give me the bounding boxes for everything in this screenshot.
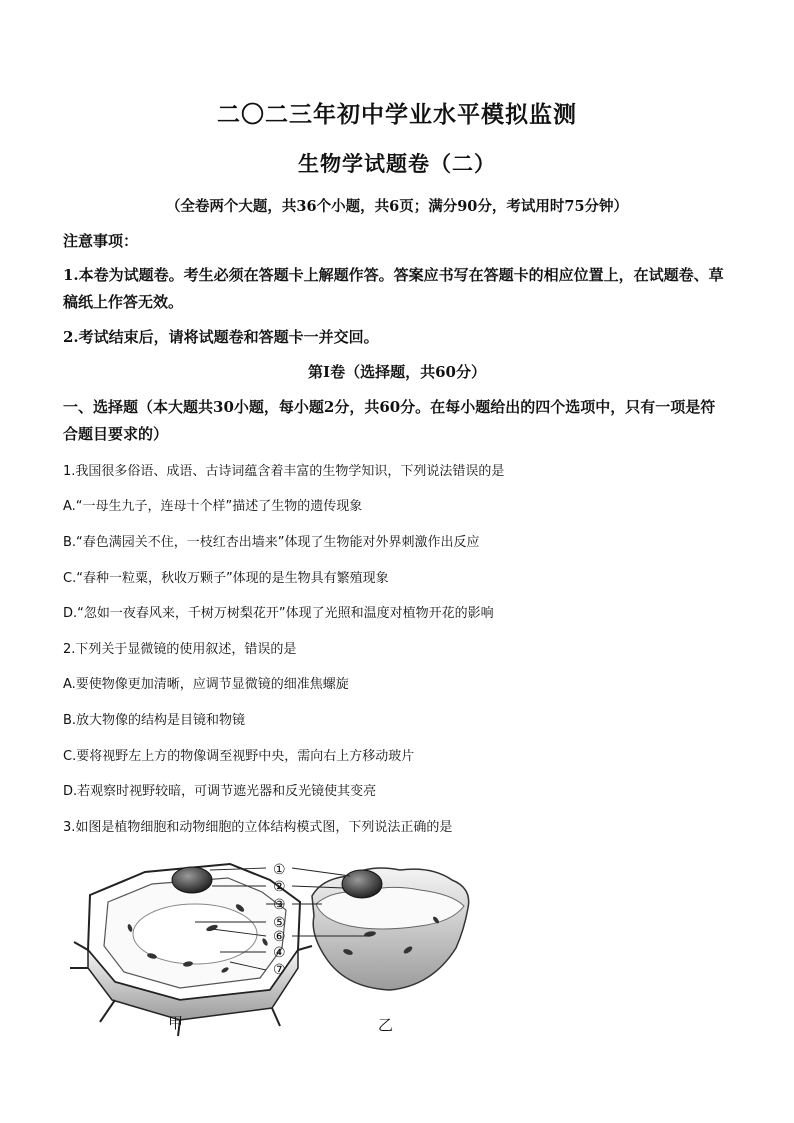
question-2-option-c: C.要将视野左上方的物像调至视野中央，需向右上方移动玻片 [63,749,415,764]
note-item-2: 2.考试结束后，请将试题卷和答题卡一并交回。 [63,328,379,346]
caption-animal-cell: 乙 [378,1016,394,1034]
label-7: ⑦ [273,962,286,978]
label-5: ⑤ [273,915,286,931]
exam-title: 二〇二三年初中学业水平模拟监测 [217,101,577,128]
label-3: ③ [273,897,286,913]
label-2: ② [273,879,286,895]
exam-subtitle: 生物学试题卷（二） [298,151,496,176]
figure-label-texts [273,862,286,978]
question-1-stem: 1.我国很多俗语、成语、古诗词蕴含着丰富的生物学知识，下列说法错误的是 [63,464,505,479]
part1-instructions: 一、选择题（本大题共30小题，每小题2分，共60分。在每小题给出的四个选项中，只有一项是符合题目要求的） [63,398,716,443]
part1-title: 第Ⅰ卷（选择题，共60分） [308,363,486,381]
cell-structure-figure [60,850,500,1040]
question-2-stem: 2.下列关于显微镜的使用叙述，错误的是 [63,642,297,657]
question-1-option-b: B.“春色满园关不住，一枝红杏出墙来”体现了生物能对外界刺激作出反应 [63,535,480,550]
question-3-stem: 3.如图是植物细胞和动物细胞的立体结构模式图，下列说法正确的是 [63,820,453,835]
notes-heading: 注意事项： [63,232,139,250]
question-1-option-c: C.“春种一粒粟，秋收万颗子”体现的是生物具有繁殖现象 [63,571,389,586]
caption-plant-cell: 甲 [168,1014,184,1032]
question-2-option-b: B.放大物像的结构是目镜和物镜 [63,713,246,728]
exam-info: （全卷两个大题，共36个小题，共6页；满分90分，考试用时75分钟） [165,198,629,215]
label-4: ④ [273,945,286,961]
animal-cell [312,868,469,990]
question-1-option-a: A.“一母生九子，连母十个样”描述了生物的遗传现象 [63,499,363,514]
question-2-option-d: D.若观察时视野较暗，可调节遮光器和反光镜使其变亮 [63,784,377,799]
note-item-1: 1.本卷为试题卷。考生必须在答题卡上解题作答。答案应书写在答题卡的相应位置上，在试题卷、草稿纸上作答无效。 [63,266,724,311]
question-1-option-d: D.“忽如一夜春风来，千树万树梨花开”体现了光照和温度对植物开花的影响 [63,606,494,621]
question-2-option-a: A.要使物像更加清晰，应调节显微镜的细准焦螺旋 [63,677,349,692]
label-6: ⑥ [273,929,286,945]
label-1: ① [273,862,286,878]
